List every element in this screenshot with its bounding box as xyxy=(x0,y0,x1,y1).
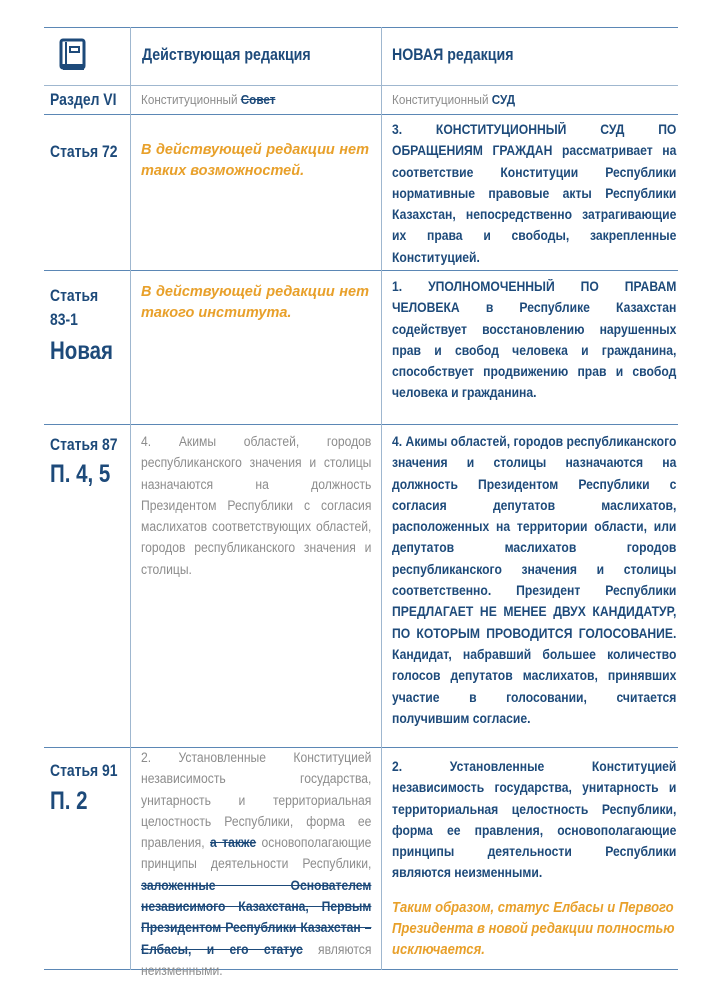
statya-83-current: В действующей редакции нет такого института. xyxy=(141,284,369,321)
razdel-new-highlight: СУД xyxy=(491,92,516,107)
row-label-p-4-5: П. 4, 5 xyxy=(50,460,111,488)
row-divider xyxy=(44,85,678,86)
statya-91-new: 2. Установленные Конституцией независимость государства, унитарность и территориальная целостность Республики, форма ее правления, основополагающие принципы деятельности Республики являются неизменными. xyxy=(392,759,677,881)
statya-72-new: 3. КОНСТИТУЦИОННЫЙ СУД ПО ОБРАЩЕНИЯМ ГРАЖДАН рассматривает на соответствие Конституции Республики нормативные правовые акты Республики Казахстан, непосредственно затрагивающие их права и свободы, закрепленные Конституцией. xyxy=(392,122,677,265)
statya-91-current xyxy=(141,747,371,981)
razdel-current-struck: Совет xyxy=(240,92,276,107)
statya-91-current-text-c: являются неизменными. xyxy=(141,941,372,978)
row-label-83-1: 83-1 xyxy=(50,310,78,329)
statya-91-current-text-a: 2. Установленные Конституцией независимость государства, унитарность и территориальная целостность Республики, форма ее правления, xyxy=(141,750,372,851)
book-icon xyxy=(58,38,88,72)
razdel-current-text: Конституционный xyxy=(141,92,241,107)
row-label-statya-87: Статья 87 xyxy=(50,435,118,454)
statya-72-current: В действующей редакции нет таких возможностей. xyxy=(141,142,369,179)
row-divider xyxy=(44,424,678,425)
razdel-new-text: Конституционный xyxy=(392,92,492,107)
razdel-current xyxy=(141,89,366,110)
statya-91-current-text-b: основополагающие принципы деятельности Республики, xyxy=(141,835,372,872)
row-label-statya-83: Статья xyxy=(50,286,99,305)
column-divider xyxy=(130,27,131,970)
row-label-novaya: Новая xyxy=(50,337,114,365)
statya-83-new: 1. УПОЛНОМОЧЕННЫЙ ПО ПРАВАМ ЧЕЛОВЕКА в Республике Казахстан содействует восстановлению нарушенных прав и свобод человека и гражданина, способствует продвижению прав и свобод человека и гражданина. xyxy=(392,279,677,401)
razdel-new xyxy=(392,89,644,110)
row-label-razdel: Раздел VI xyxy=(50,90,117,109)
statya-87-new: 4. Акимы областей, городов республиканского значения и столицы назначаются на должность Президентом Республики с согласия депутатов маслихатов, расположенных на территории области, или депутатов маслихатов городов республиканского значения и столицы соответственно. Президент Республики ПРЕДЛАГАЕТ НЕ МЕНЕЕ ДВУХ КАНДИДАТУР, ПО КОТОРЫМ ПРОВОДИТСЯ ГОЛОСОВАНИЕ. Кандидат, набравший большее количество голосов депутатов маслихатов, принявших участие в голосовании, считается получившим согласие. xyxy=(392,434,677,726)
table-top-border xyxy=(44,27,678,28)
statya-91-struck-1: а также xyxy=(209,835,257,851)
row-label-p-2: П. 2 xyxy=(50,787,88,815)
header-current-edition: Действующая редакция xyxy=(142,46,311,64)
statya-87-current: 4. Акимы областей, городов республиканского значения и столицы назначаются на должность Президентом Республики с согласия маслихатов соответствующих областей, городов республиканского значения и столицы. xyxy=(141,434,372,577)
column-divider xyxy=(381,27,382,970)
statya-91-struck-2: заложенные Основателем независимого Казахстана, Первым Президентом Республики Казахстан – Елбасы, и его статус xyxy=(141,877,372,957)
row-divider xyxy=(44,270,678,271)
statya-91-note: Таким образом, статус Елбасы и Первого Президента в новой редакции полностью исключается. xyxy=(392,900,675,958)
row-label-statya-72: Статья 72 xyxy=(50,142,118,161)
header-new-edition: НОВАЯ редакция xyxy=(392,46,514,64)
row-label-statya-91: Статья 91 xyxy=(50,761,118,780)
row-divider xyxy=(44,114,678,115)
